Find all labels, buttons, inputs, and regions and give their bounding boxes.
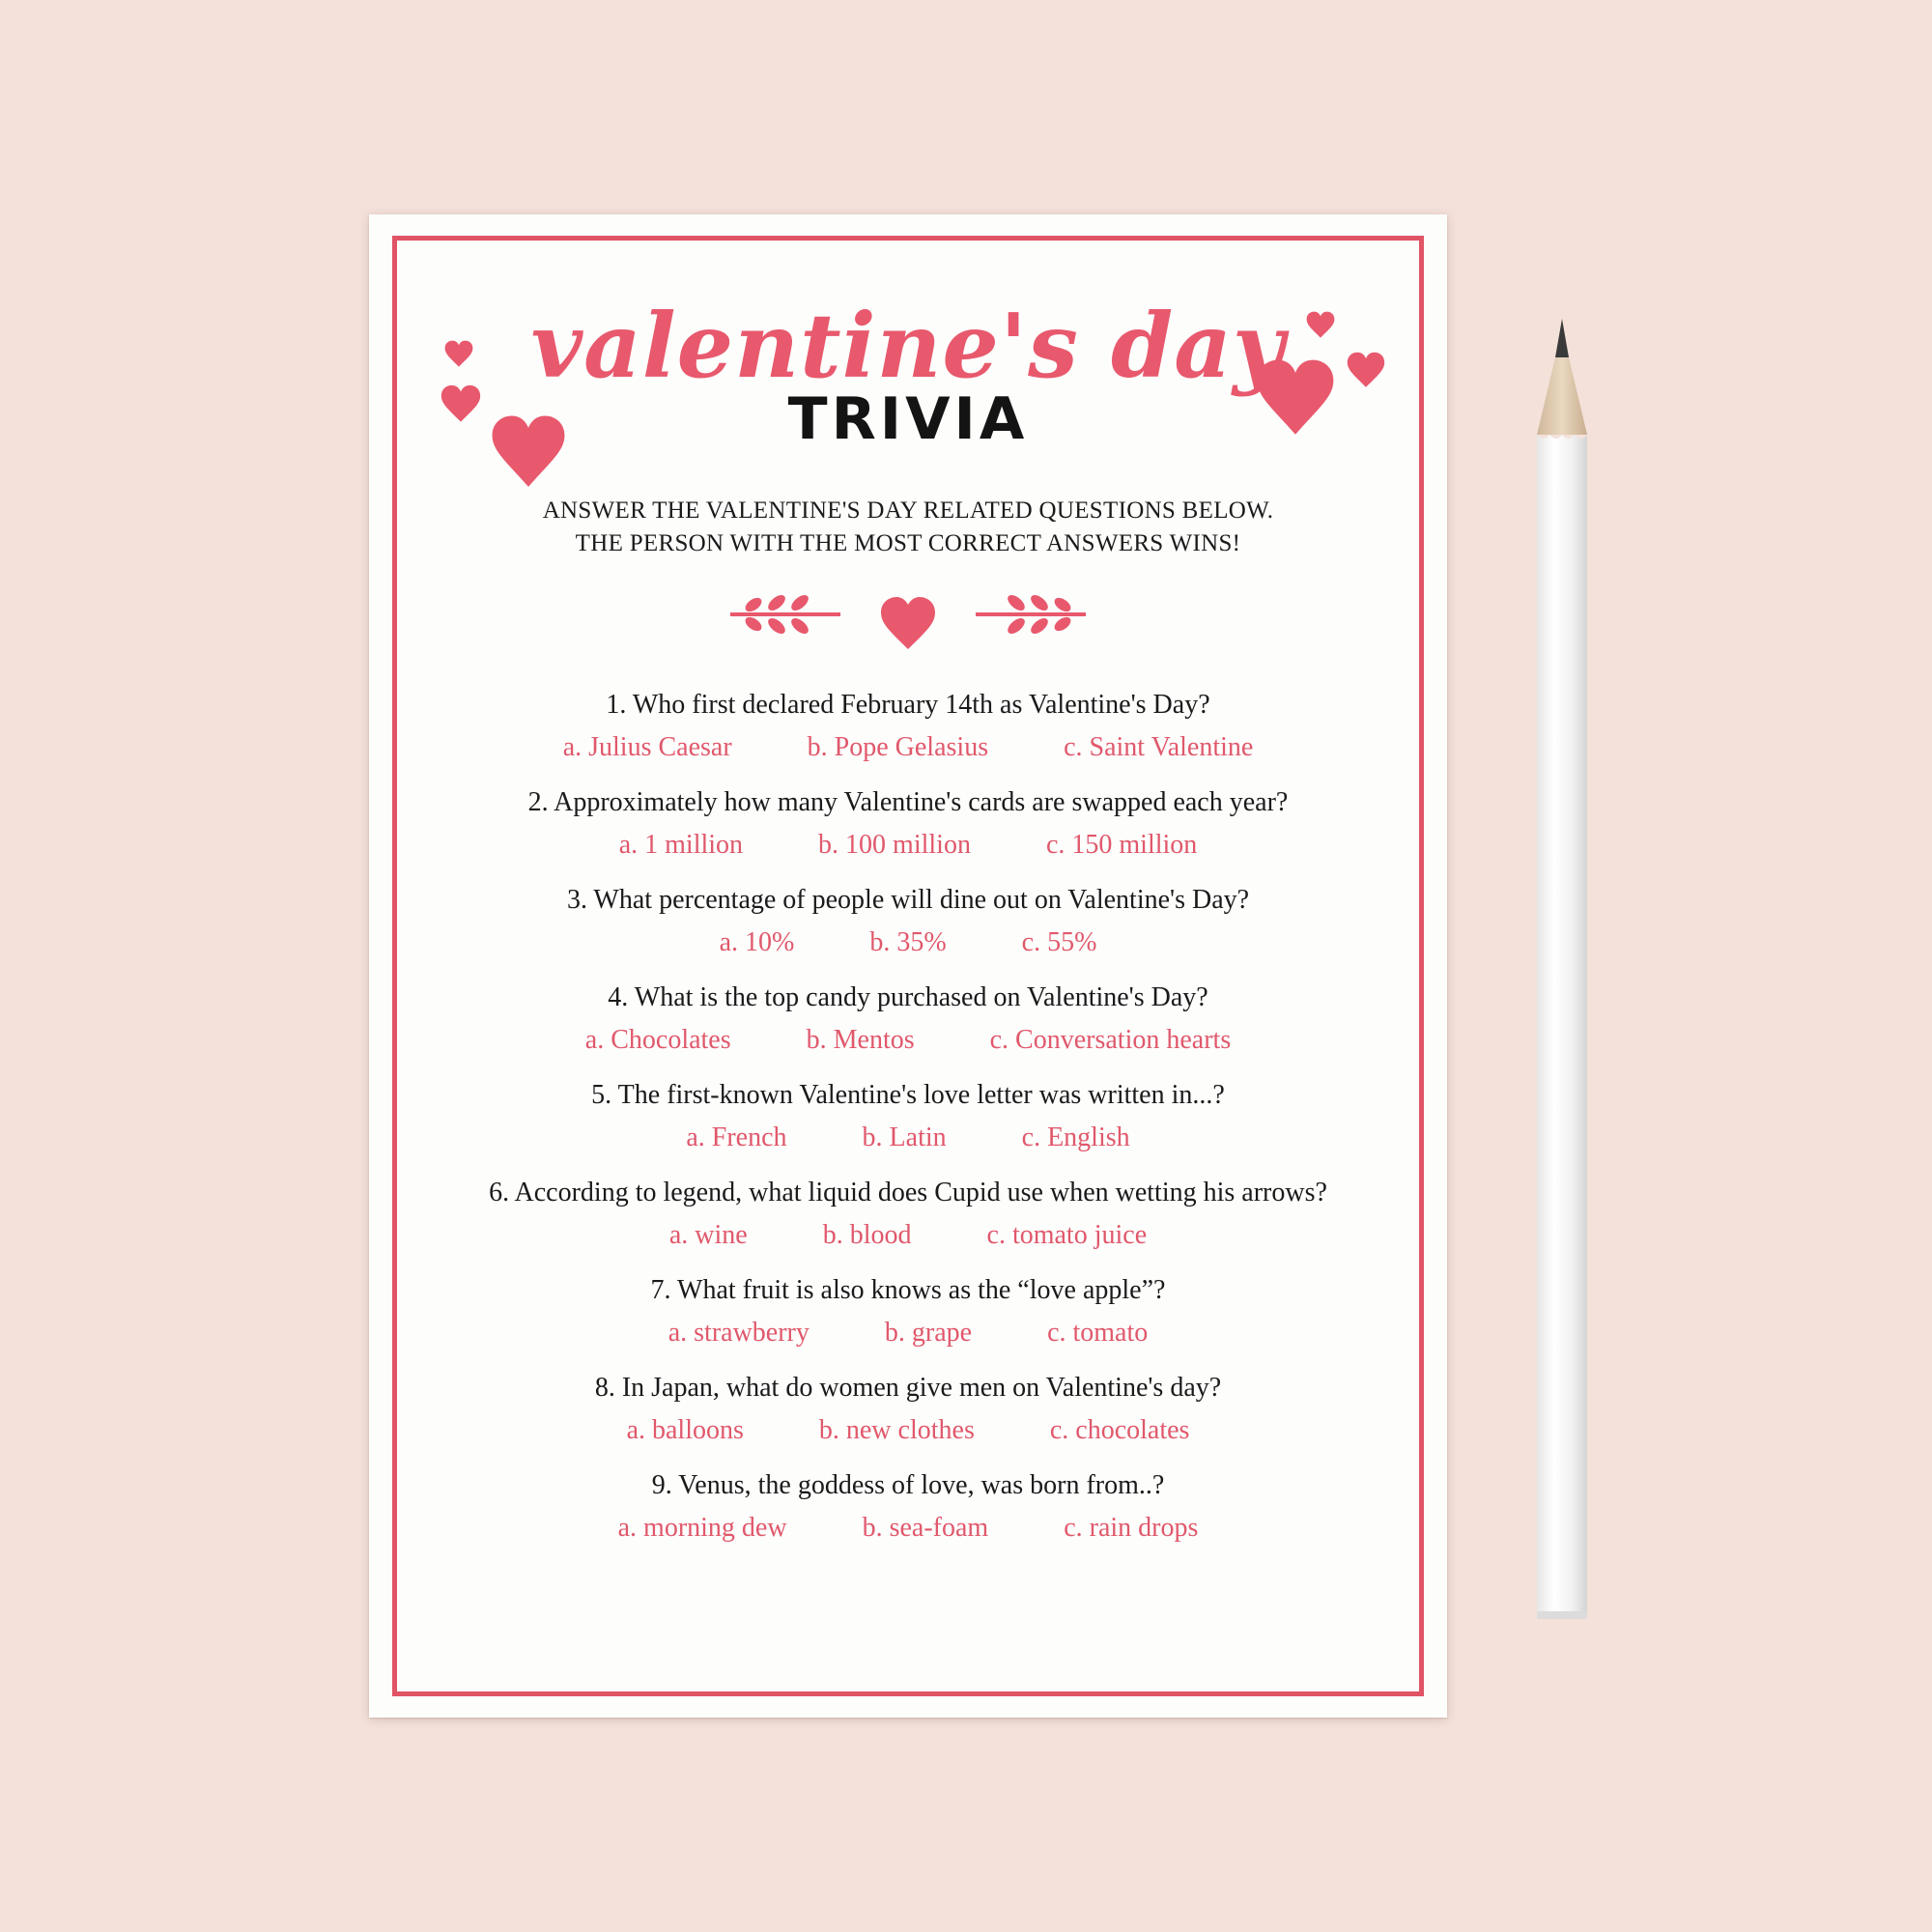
- question-item: [369, 980, 1447, 1058]
- instructions: [427, 495, 1389, 560]
- instruction-line: ANSWER THE VALENTINE'S DAY RELATED QUESTIONS BELOW.: [542, 497, 1274, 524]
- answer-row: [369, 730, 1447, 765]
- answer-option: b. blood: [822, 1220, 912, 1250]
- answer-option: a. wine: [668, 1220, 748, 1250]
- answer-option: c. tomato juice: [986, 1220, 1148, 1250]
- answer-row: [369, 1218, 1447, 1253]
- answer-row: [369, 1316, 1447, 1350]
- question-item: [369, 883, 1447, 960]
- answer-option: b. new clothes: [818, 1415, 975, 1445]
- branch-icon: [976, 593, 1086, 637]
- answer-option: c. Conversation hearts: [989, 1025, 1232, 1055]
- divider-ornament: [726, 583, 1090, 661]
- question-text: 3. What percentage of people will dine out on Valentine's Day?: [566, 885, 1250, 915]
- answer-option: c. chocolates: [1049, 1415, 1190, 1445]
- answer-option: c. English: [1021, 1122, 1130, 1152]
- question-item: [369, 1176, 1447, 1253]
- answer-row: [369, 1023, 1447, 1058]
- answer-option: a. 10%: [719, 927, 795, 957]
- question-item: [369, 1468, 1447, 1546]
- answer-row: [369, 1121, 1447, 1155]
- answer-row: [369, 925, 1447, 960]
- answer-option: a. balloons: [626, 1415, 744, 1445]
- question-list: [369, 688, 1447, 1566]
- answer-option: c. 150 million: [1045, 830, 1198, 860]
- answer-option: b. 35%: [869, 927, 947, 957]
- answer-option: a. strawberry: [668, 1318, 810, 1348]
- question-text: 4. What is the top candy purchased on Valentine's Day?: [608, 982, 1208, 1012]
- question-item: [369, 1273, 1447, 1350]
- question-text: 7. What fruit is also knows as the “love apple”?: [650, 1275, 1166, 1305]
- answer-option: a. 1 million: [618, 830, 744, 860]
- answer-row: [369, 1511, 1447, 1546]
- branch-icon: [730, 593, 840, 637]
- question-text: 2. Approximately how many Valentine's cards are swapped each year?: [527, 787, 1289, 817]
- answer-option: a. morning dew: [617, 1513, 787, 1543]
- answer-option: a. Julius Caesar: [562, 732, 732, 762]
- question-text: 6. According to legend, what liquid does Cupid use when wetting his arrows?: [489, 1178, 1327, 1208]
- question-text: 5. The first-known Valentine's love letter was written in...?: [591, 1080, 1225, 1110]
- question-text: 8. In Japan, what do women give men on Valentine's day?: [594, 1373, 1222, 1403]
- question-text: 1. Who first declared February 14th as Valentine's Day?: [606, 690, 1210, 720]
- pencil-icon: [1534, 319, 1590, 1623]
- question-item: [369, 688, 1447, 765]
- answer-option: b. Mentos: [806, 1025, 915, 1055]
- title-main: TRIVIA: [787, 385, 1029, 453]
- title-script: valentine's day: [530, 294, 1286, 398]
- answer-option: b. 100 million: [818, 830, 971, 860]
- answer-row: [369, 1413, 1447, 1448]
- question-item: [369, 785, 1447, 863]
- question-text: 9. Venus, the goddess of love, was born from..?: [651, 1470, 1165, 1500]
- question-item: [369, 1371, 1447, 1448]
- answer-option: a. Chocolates: [584, 1025, 731, 1055]
- answer-option: c. Saint Valentine: [1064, 732, 1254, 762]
- answer-option: c. tomato: [1047, 1318, 1149, 1348]
- answer-option: b. grape: [884, 1318, 973, 1348]
- answer-option: c. rain drops: [1064, 1513, 1199, 1543]
- answer-option: b. Latin: [862, 1122, 947, 1152]
- heart-icon: [881, 597, 935, 649]
- answer-option: b. sea-foam: [862, 1513, 989, 1543]
- question-item: [369, 1078, 1447, 1155]
- answer-option: a. French: [686, 1122, 787, 1152]
- answer-row: [369, 828, 1447, 863]
- answer-option: c. 55%: [1021, 927, 1097, 957]
- trivia-card: [369, 214, 1447, 1718]
- answer-option: b. Pope Gelasius: [807, 732, 989, 762]
- instruction-line: THE PERSON WITH THE MOST CORRECT ANSWERS WINS!: [575, 530, 1241, 556]
